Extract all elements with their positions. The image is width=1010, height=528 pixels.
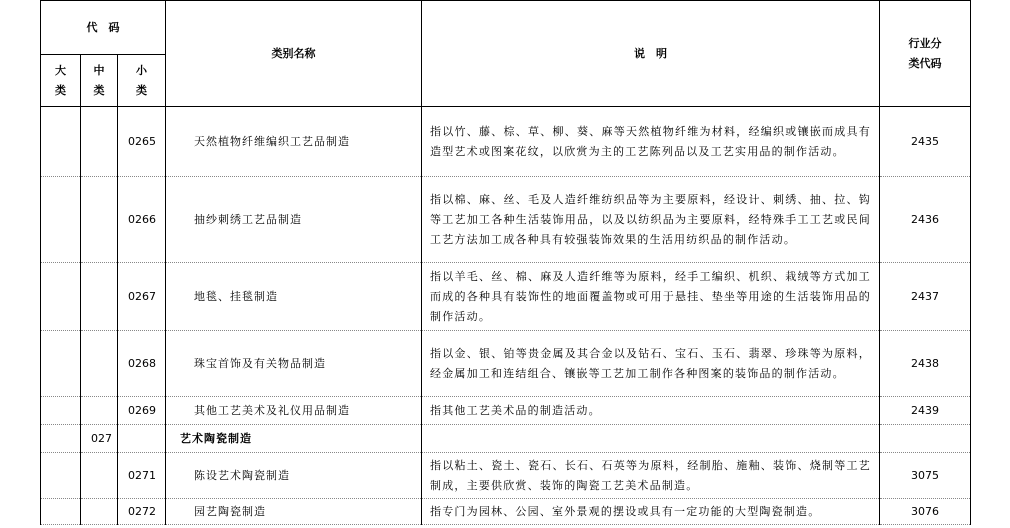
description-cell: 指其他工艺美术品的制造活动。 bbox=[422, 397, 880, 425]
table-row bbox=[41, 425, 971, 453]
medium-header-text: 中类 bbox=[93, 63, 105, 97]
description-cell: 指以竹、藤、棕、草、柳、葵、麻等天然植物纤维为材料，经编织或镶嵌而成具有造型艺术或图案花纹，以欣赏为主的工艺陈列品以及工艺实用品的制作活动。 bbox=[422, 107, 880, 177]
industry-code-cell: 3075 bbox=[880, 453, 971, 499]
industry-code-cell bbox=[880, 425, 971, 453]
minor-cell: 0269 bbox=[118, 397, 166, 425]
category-name-cell: 园艺陶瓷制造 bbox=[166, 499, 422, 525]
major-cell bbox=[41, 425, 81, 453]
description-cell: 指以金、银、铂等贵金属及其合金以及钻石、宝石、玉石、翡翠、珍珠等为原料，经金属加工和连结组合、镶嵌等工艺加工制作各种图案的装饰品的制作活动。 bbox=[422, 331, 880, 397]
category-name-cell: 抽纱刺绣工艺品制造 bbox=[166, 177, 422, 263]
minor-cell: 0272 bbox=[118, 499, 166, 525]
category-name-cell: 天然植物纤维编织工艺品制造 bbox=[166, 107, 422, 177]
description-header: 说 明 bbox=[422, 1, 880, 107]
table-row bbox=[41, 177, 971, 263]
medium-cell: 027 bbox=[81, 425, 118, 453]
industry-code-cell: 2436 bbox=[880, 177, 971, 263]
medium-cell bbox=[81, 107, 118, 177]
medium-cell bbox=[81, 331, 118, 397]
minor-cell: 0267 bbox=[118, 263, 166, 331]
category-name-cell: 珠宝首饰及有关物品制造 bbox=[166, 331, 422, 397]
industry-code-cell: 3076 bbox=[880, 499, 971, 525]
major-header-text: 大类 bbox=[55, 63, 66, 97]
category-name-cell: 其他工艺美术及礼仪用品制造 bbox=[166, 397, 422, 425]
industry-code-cell: 2439 bbox=[880, 397, 971, 425]
medium-cell bbox=[81, 453, 118, 499]
industry-code-header bbox=[880, 1, 971, 107]
table-row bbox=[41, 397, 971, 425]
classification-table bbox=[40, 0, 971, 525]
industry-code-cell: 2435 bbox=[880, 107, 971, 177]
major-cell bbox=[41, 331, 81, 397]
description-cell: 指以粘土、瓷土、瓷石、长石、石英等为原料，经制胎、施釉、装饰、烧制等工艺制成，主要供欣赏、装饰的陶瓷工艺美术品制造。 bbox=[422, 453, 880, 499]
category-name-header: 类别名称 bbox=[166, 1, 422, 107]
table-row bbox=[41, 263, 971, 331]
minor-cell: 0265 bbox=[118, 107, 166, 177]
table-row bbox=[41, 499, 971, 525]
minor-cell: 0266 bbox=[118, 177, 166, 263]
medium-cell bbox=[81, 263, 118, 331]
major-cell bbox=[41, 263, 81, 331]
minor-header-text: 小类 bbox=[136, 63, 147, 97]
medium-cell bbox=[81, 177, 118, 263]
industry-code-header-text: 行业分类代码 bbox=[908, 36, 942, 70]
code-group-header: 代 码 bbox=[41, 1, 166, 55]
industry-code-cell: 2437 bbox=[880, 263, 971, 331]
minor-cell: 0271 bbox=[118, 453, 166, 499]
medium-cell bbox=[81, 499, 118, 525]
description-cell bbox=[422, 425, 880, 453]
table-row bbox=[41, 453, 971, 499]
major-cell bbox=[41, 177, 81, 263]
table-row bbox=[41, 107, 971, 177]
major-cell bbox=[41, 107, 81, 177]
category-name-cell: 地毯、挂毯制造 bbox=[166, 263, 422, 331]
table-row bbox=[41, 331, 971, 397]
industry-code-cell: 2438 bbox=[880, 331, 971, 397]
description-cell: 指以羊毛、丝、棉、麻及人造纤维等为原料，经手工编织、机织、栽绒等方式加工而成的各种具有装饰性的地面覆盖物或可用于悬挂、垫坐等用途的生活装饰用品的制作活动。 bbox=[422, 263, 880, 331]
description-cell: 指专门为园林、公园、室外景观的摆设或具有一定功能的大型陶瓷制造。 bbox=[422, 499, 880, 525]
category-name-cell: 艺术陶瓷制造 bbox=[166, 425, 422, 453]
minor-cell bbox=[118, 425, 166, 453]
major-cell bbox=[41, 499, 81, 525]
minor-cell: 0268 bbox=[118, 331, 166, 397]
major-cell bbox=[41, 453, 81, 499]
medium-cell bbox=[81, 397, 118, 425]
description-cell: 指以棉、麻、丝、毛及人造纤维纺织品等为主要原料，经设计、刺绣、抽、拉、钩等工艺加工各种生活装饰用品，以及以纺织品为主要原料，经特殊手工工艺或民间工艺方法加工成各种具有较强装饰效果的生活用纺织品的制作活动。 bbox=[422, 177, 880, 263]
major-header bbox=[41, 55, 81, 107]
category-name-cell: 陈设艺术陶瓷制造 bbox=[166, 453, 422, 499]
header-row-top bbox=[41, 1, 971, 55]
medium-header bbox=[81, 55, 118, 107]
minor-header bbox=[118, 55, 166, 107]
major-cell bbox=[41, 397, 81, 425]
